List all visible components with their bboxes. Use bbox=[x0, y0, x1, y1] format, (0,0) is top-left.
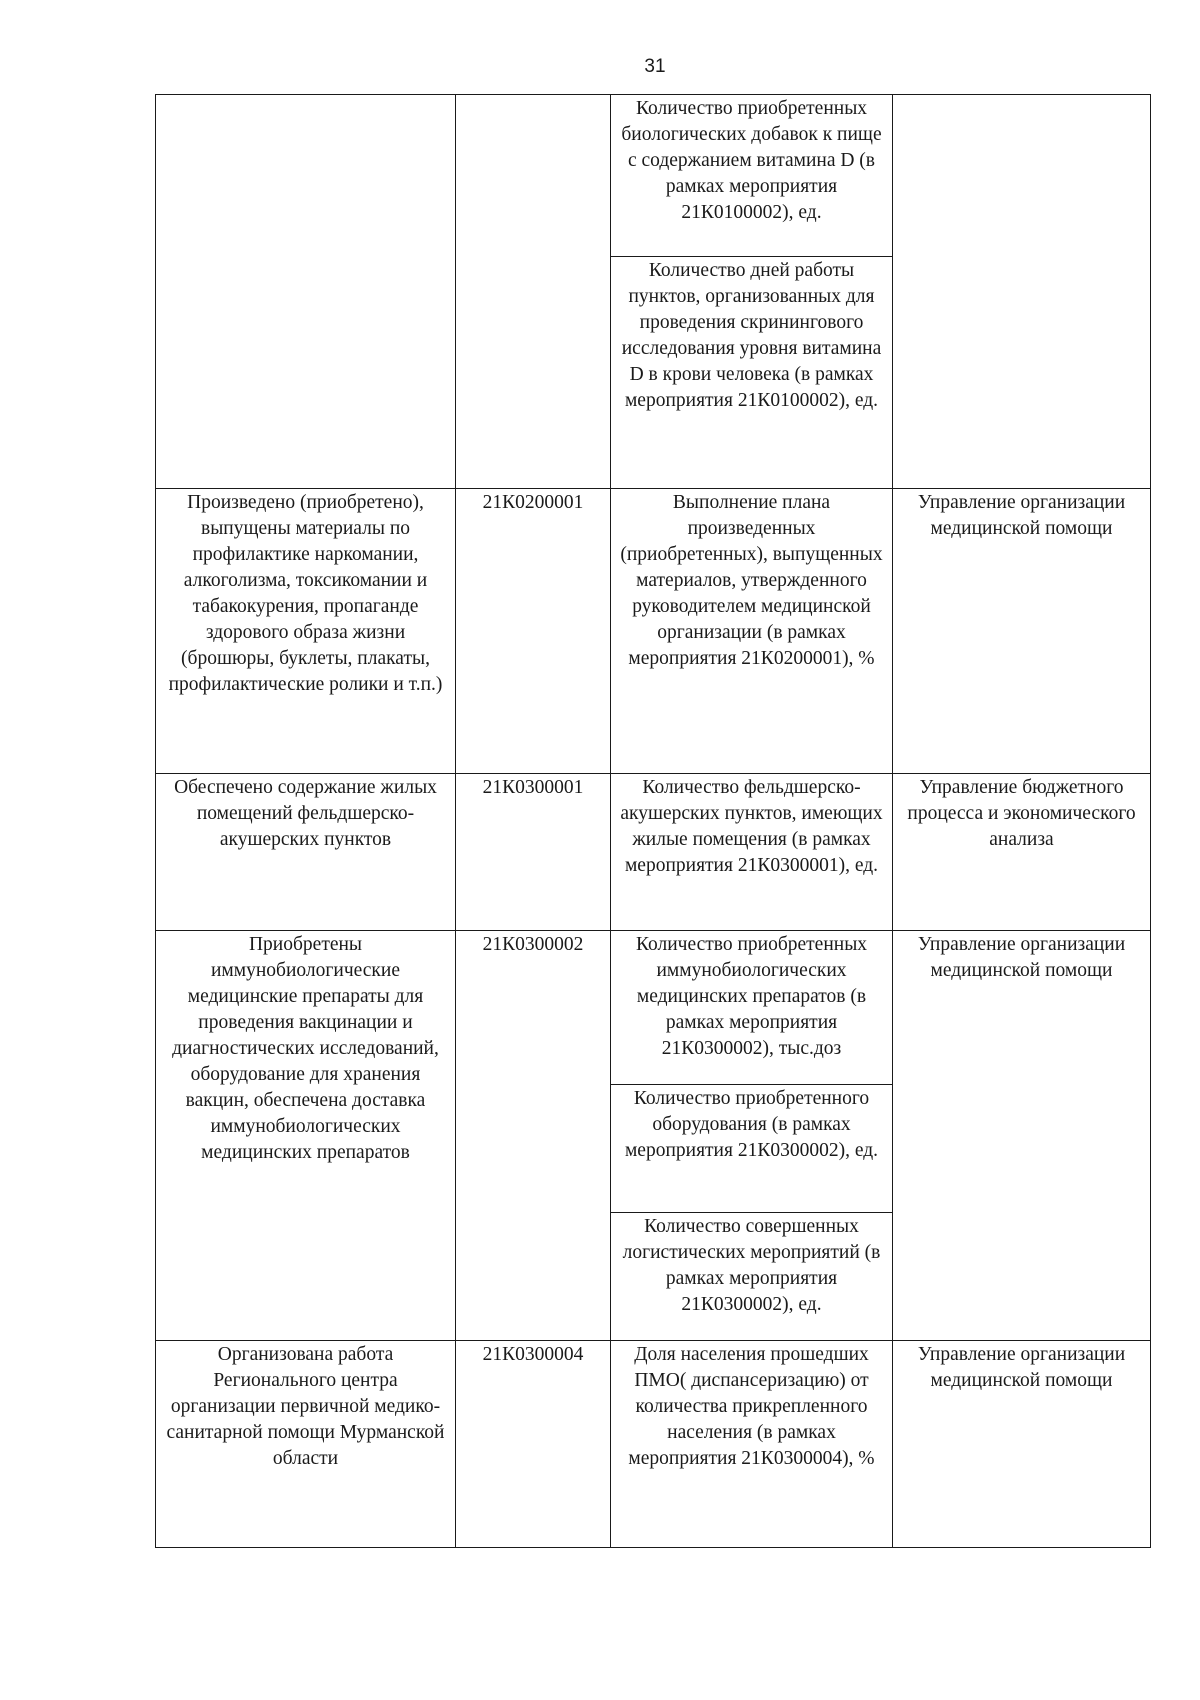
result-cell: Произведено (приобретено), выпущены материалы по профилактике наркомании, алкоголизма, токсикомании и табакокурения, пропаганде здорового образа жизни (брошюры, буклеты, плакаты, профилактические ролики и т.п.) bbox=[156, 489, 456, 774]
code-cell: 21К0200001 bbox=[456, 489, 611, 774]
department-cell: Управление бюджетного процесса и экономического анализа bbox=[893, 774, 1151, 931]
result-cell: Организована работа Регионального центра организации первичной медико-санитарной помощи Мурманской области bbox=[156, 1341, 456, 1548]
department-cell: Управление организации медицинской помощи bbox=[893, 1341, 1151, 1548]
indicator-cell: Количество приобретенных иммунобиологических медицинских препаратов (в рамках мероприятия 21К0300002), тыс.доз bbox=[611, 931, 893, 1085]
table-row bbox=[156, 95, 1151, 257]
result-cell bbox=[156, 95, 456, 489]
code-cell: 21К0300002 bbox=[456, 931, 611, 1341]
results-table bbox=[155, 94, 1151, 1548]
table-row bbox=[156, 489, 1151, 774]
page-number: 31 bbox=[644, 56, 666, 77]
result-cell: Обеспечено содержание жилых помещений фельдшерско-акушерских пунктов bbox=[156, 774, 456, 931]
department-cell: Управление организации медицинской помощи bbox=[893, 931, 1151, 1341]
code-cell: 21К0300004 bbox=[456, 1341, 611, 1548]
department-cell: Управление организации медицинской помощи bbox=[893, 489, 1151, 774]
indicator-cell: Количество приобретенных биологических добавок к пище с содержанием витамина D (в рамках мероприятия 21К0100002), ед. bbox=[611, 95, 893, 257]
result-cell: Приобретены иммунобиологические медицинские препараты для проведения вакцинации и диагностических исследований, оборудование для хранения вакцин, обеспечена доставка иммунобиологических медицинских препаратов bbox=[156, 931, 456, 1341]
indicator-cell: Выполнение плана произведенных (приобретенных), выпущенных материалов, утвержденного руководителем медицинской организации (в рамках мероприятия 21К0200001), % bbox=[611, 489, 893, 774]
table-row bbox=[156, 931, 1151, 1085]
table-row bbox=[156, 1341, 1151, 1548]
indicator-cell: Количество совершенных логистических мероприятий (в рамках мероприятия 21К0300002), ед. bbox=[611, 1213, 893, 1341]
indicator-cell: Количество приобретенного оборудования (в рамках мероприятия 21К0300002), ед. bbox=[611, 1085, 893, 1213]
indicator-cell: Количество дней работы пунктов, организованных для проведения скринингового исследования уровня витамина D в крови человека (в рамках мероприятия 21К0100002), ед. bbox=[611, 257, 893, 489]
indicator-cell: Количество фельдшерско-акушерских пунктов, имеющих жилые помещения (в рамках мероприятия 21К0300001), ед. bbox=[611, 774, 893, 931]
indicator-cell: Доля населения прошедших ПМО( диспансеризацию) от количества прикрепленного населения (в рамках мероприятия 21К0300004), % bbox=[611, 1341, 893, 1548]
table-row bbox=[156, 774, 1151, 931]
code-cell: 21К0300001 bbox=[456, 774, 611, 931]
code-cell bbox=[456, 95, 611, 489]
department-cell bbox=[893, 95, 1151, 489]
